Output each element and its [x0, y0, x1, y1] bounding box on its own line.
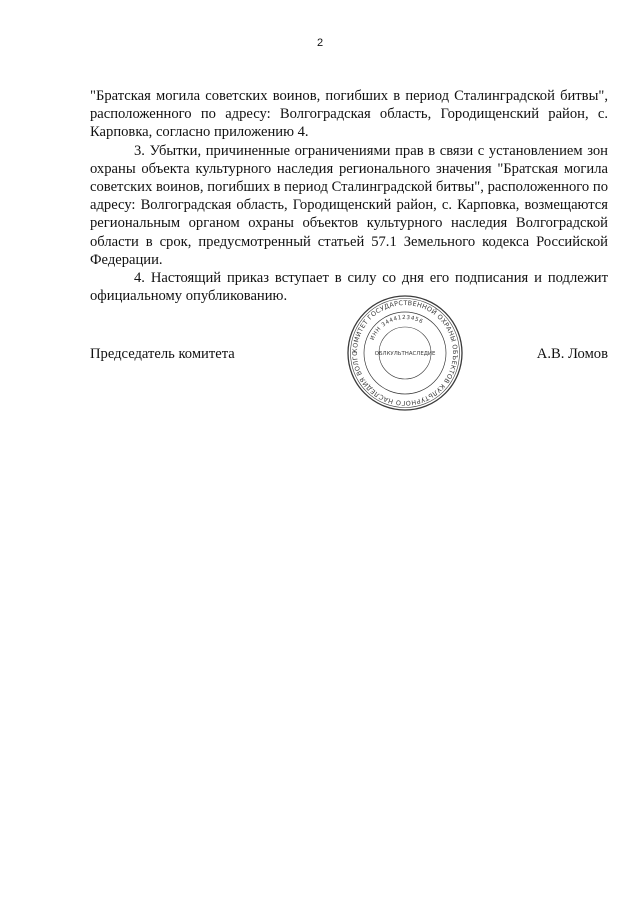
- seal-icon: [345, 293, 465, 413]
- seal-inner-text: ИНН 3444123456: [369, 314, 425, 342]
- page-number: 2: [316, 37, 324, 49]
- paragraph-item-3: 3. Убытки, причиненные ограничениями прав в связи с установлением зон охраны объекта культурного наследия регионального значения "Братская могила советских воинов, погибших в период Сталинградской битвы", расположенного по адресу: Волгоградская область, Городищенский район, с. Карповка, возмещаются региональным органом охраны объектов культурного наследия Волгоградской области в срок, предусмотренный статьей 57.1 Земельного кодекса Российской Федерации.: [90, 142, 608, 268]
- seal-center-text: ОБЛКУЛЬТНАСЛЕДИЕ: [374, 351, 436, 357]
- signer-name: А.В. Ломов: [536, 346, 608, 362]
- paragraph-item-4: 4. Настоящий приказ вступает в силу со дня его подписания и подлежит официальному опубликованию.: [90, 270, 608, 305]
- document-body: [90, 87, 608, 305]
- seal-outer-text: КОМИТЕТ ГОСУДАРСТВЕННОЙ ОХРАНЫ ОБЪЕКТОВ КУЛЬТУРНОГО НАСЛЕДИЯ ВОЛГО: [350, 298, 460, 408]
- paragraph-continuation: "Братская могила советских воинов, погибших в период Сталинградской битвы", расположенного по адресу: Волгоградская область, Городищенский район, с. Карповка, согласно приложению 4.: [90, 88, 608, 141]
- official-seal-stamp: [345, 293, 465, 413]
- signer-title: Председатель комитета: [90, 346, 235, 362]
